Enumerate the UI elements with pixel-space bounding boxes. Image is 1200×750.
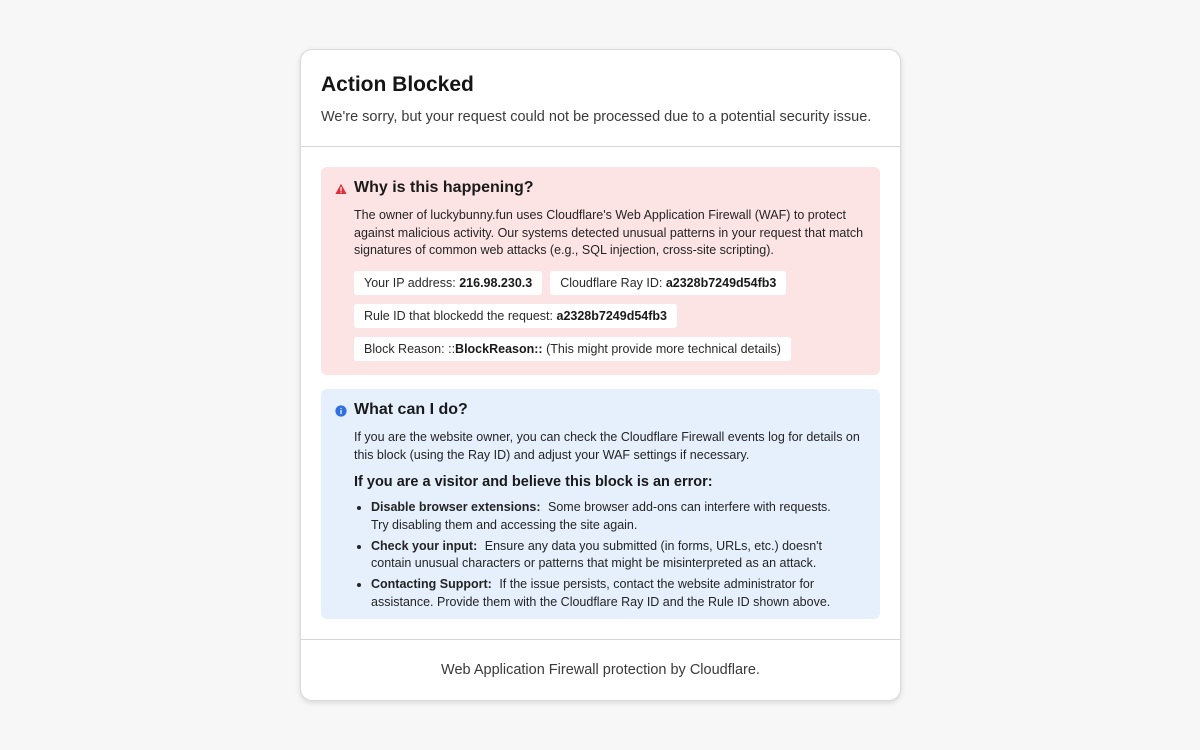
- list-item: [371, 576, 848, 611]
- what-text: If you are the website owner, you can check the Cloudflare Firewall events log for details on this block (using the Ray ID) and adjust your WAF settings if necessary.: [354, 430, 860, 462]
- ip-address-chip: [354, 271, 542, 295]
- page-title: Action Blocked: [321, 73, 474, 96]
- block-reason-note: (This might provide more technical details): [546, 341, 781, 356]
- why-panel-header: [335, 179, 866, 197]
- tip-title: Contacting Support:: [371, 577, 492, 591]
- block-reason-chip: [354, 337, 791, 361]
- block-page-card: [300, 49, 901, 701]
- page-footer: [301, 640, 900, 700]
- request-details: [354, 271, 866, 361]
- what-panel-header: [335, 401, 866, 419]
- tip-text: If the issue persists, contact the website administrator for assistance. Provide them with the Cloudflare Ray ID and the Rule ID shown above.: [371, 577, 831, 609]
- what-panel: [321, 389, 880, 619]
- block-reason-prefix: ::: [448, 341, 456, 356]
- rule-id-label: Rule ID that blockedd the request:: [364, 308, 554, 323]
- visitor-tips-list: [371, 499, 866, 611]
- page-header: [301, 50, 900, 147]
- page-subtitle: We're sorry, but your request could not be processed due to a potential security issue.: [321, 109, 872, 125]
- why-text: The owner of luckybunny.fun uses Cloudflare's Web Application Firewall (WAF) to protect against malicious activity. Our systems detected unusual patterns in your request that match signatures of common web attacks (e.g., SQL injection, cross-site scripting).: [354, 208, 864, 257]
- ip-address-value: 216.98.230.3: [459, 275, 533, 290]
- ray-id-chip: [550, 271, 786, 295]
- footer-text: Web Application Firewall protection by Cloudflare.: [441, 662, 760, 678]
- list-item: [371, 499, 848, 534]
- ray-id-value: a2328b7249d54fb3: [665, 275, 777, 290]
- ray-id-label: Cloudflare Ray ID:: [560, 275, 663, 290]
- list-item: [371, 538, 848, 573]
- visitor-heading: If you are a visitor and believe this block is an error:: [354, 474, 713, 490]
- rule-id-value: a2328b7249d54fb3: [556, 308, 667, 323]
- block-reason-label: Block Reason:: [364, 341, 445, 356]
- what-title: What can I do?: [354, 401, 468, 418]
- warning-icon: [335, 182, 347, 194]
- tip-text: Ensure any data you submitted (in forms, URLs, etc.) doesn't contain unusual characters or patterns that might be misinterpreted as an attack.: [371, 538, 823, 570]
- tip-title: Disable browser extensions:: [371, 500, 541, 514]
- why-panel: [321, 167, 880, 375]
- tip-title: Check your input:: [371, 538, 478, 553]
- tip-text: Some browser add-ons can interfere with requests. Try disabling them and accessing the site again.: [371, 500, 831, 532]
- ip-address-label: Your IP address:: [364, 275, 456, 290]
- info-icon: [335, 404, 347, 416]
- block-reason-value: BlockReason::: [455, 341, 543, 356]
- rule-id-chip: [354, 304, 677, 328]
- page-body: [301, 147, 900, 640]
- why-title: Why is this happening?: [354, 179, 534, 196]
